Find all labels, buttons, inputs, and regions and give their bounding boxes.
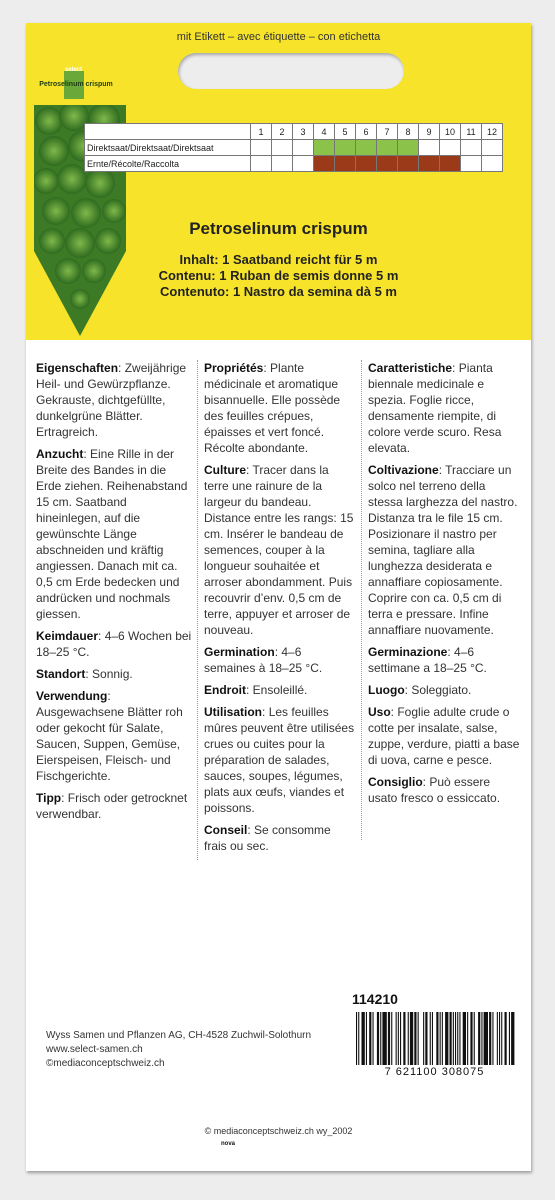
column-divider bbox=[197, 360, 198, 860]
barcode-bar bbox=[410, 1012, 413, 1065]
barcode-bar bbox=[403, 1012, 405, 1065]
calendar-bar-segment bbox=[314, 140, 335, 156]
instruction-section: Endroit: Ensoleillé. bbox=[204, 683, 308, 697]
month-cell: 8 bbox=[398, 124, 419, 140]
select-logo: select bbox=[65, 67, 83, 73]
barcode-bar bbox=[455, 1012, 456, 1065]
instruction-section: Anzucht: Eine Rille in der Breite des Bandes in die Erde ziehen. Reihenabstand 15 cm. Saatband hineinlegen, auf die gewünschte Länge abschneiden und kräftig angiessen. Danach mit ca. 0,5 cm Erde bedecken und andrücken und nochmals giessen. bbox=[36, 447, 188, 621]
instruction-section: Culture: Tracer dans la terre une rainure de la largeur du bandeau. Distance entre les rangs: 15 cm. Insérer le bandeau de semences, couper à la longueur souhaitée et arroser abondamment. Puis recouvrir d’env. 0,5 cm de terre, appuyer et arroser de nouveau. bbox=[204, 463, 354, 637]
calendar-cell bbox=[440, 140, 461, 156]
instruction-section: Verwendung: Ausgewachsene Blätter roh oder gekocht für Salate, Saucen, Suppen, Gemüse, Eierspeisen, Fleisch- und Fischgerichte. bbox=[36, 689, 183, 783]
barcode-bar bbox=[453, 1012, 454, 1065]
etikett-note: mit Etikett – avec étiquette – con etichetta bbox=[176, 31, 381, 43]
barcode-bar bbox=[408, 1012, 409, 1065]
section-heading: Eigenschaften bbox=[36, 361, 119, 375]
calendar-bar-segment bbox=[419, 156, 440, 172]
sowing-calendar bbox=[84, 123, 503, 172]
barcode-bar bbox=[459, 1012, 460, 1065]
yellow-header bbox=[26, 23, 531, 340]
section-text: Sonnig. bbox=[92, 667, 133, 681]
barcode-bar bbox=[499, 1012, 500, 1065]
section-text: Eine Rille in der Breite des Bandes in die Erde ziehen. Reihenabstand 15 cm. Saatband hineinlegen, auf die gewünschte Länge abschneiden und kräftig angiessen. Danach mit ca. 0,5 cm Erde bedecken und andrücken und nochmals giessen. bbox=[36, 447, 188, 621]
section-text: Pianta biennale medicinale e spezia. Foglie ricce, densamente riempite, di colore verde scuro. Resa elevata. bbox=[368, 361, 502, 455]
barcode-bar bbox=[474, 1012, 475, 1065]
section-text: Les feuilles mûres peuvent être utilisées crues ou cuites pour la préparation de salades, sauces, soupes, légumes, plats aux œufs, viandes et poissons. bbox=[204, 705, 355, 815]
calendar-cell bbox=[461, 156, 482, 172]
calendar-cell bbox=[293, 140, 314, 156]
column-italian bbox=[368, 360, 520, 812]
section-text: 4–6 settimane a 18–25 °C. bbox=[368, 645, 487, 675]
barcode-number: 7 621100 308075 bbox=[384, 1066, 485, 1078]
barcode-bar bbox=[396, 1012, 397, 1065]
calendar-cell bbox=[293, 156, 314, 172]
barcode-bar bbox=[373, 1012, 374, 1065]
instruction-section: Standort: Sonnig. bbox=[36, 667, 133, 681]
column-divider bbox=[361, 360, 362, 840]
section-heading: Keimdauer bbox=[36, 629, 99, 643]
barcode-bar bbox=[362, 1012, 365, 1065]
instruction-section: Propriétés: Plante médicinale et aromatique bisannuelle. Elle possède des feuilles crépues, épaisses et vert foncé. Récolte abondante. bbox=[204, 361, 341, 455]
barcode-bar bbox=[497, 1012, 498, 1065]
section-text: Plante médicinale et aromatique bisannuelle. Elle possède des feuilles crépues, épaisses et vert foncé. Récolte abondante. bbox=[204, 361, 341, 455]
calendar-cell bbox=[251, 156, 272, 172]
instruction-section: Luogo: Soleggiato. bbox=[368, 683, 472, 697]
section-heading: Endroit bbox=[204, 683, 246, 697]
address-line: ©mediaconceptschweiz.ch bbox=[46, 1058, 165, 1069]
photo-label: Petroselinum crispum bbox=[39, 81, 113, 88]
barcode-bar bbox=[382, 1012, 386, 1065]
month-cell: 2 bbox=[272, 124, 293, 140]
section-text: 4–6 Wochen bei 18–25 °C. bbox=[36, 629, 192, 659]
month-cell: 6 bbox=[356, 124, 377, 140]
month-cell: 12 bbox=[482, 124, 503, 140]
barcode-bar bbox=[457, 1012, 458, 1065]
calendar-bar-segment bbox=[377, 156, 398, 172]
calendar-row-harvest bbox=[85, 156, 503, 172]
barcode-bar bbox=[398, 1012, 399, 1065]
barcode-bar bbox=[484, 1012, 488, 1065]
calendar-bar-segment bbox=[398, 156, 419, 172]
barcode-bar bbox=[463, 1012, 466, 1065]
section-heading: Uso bbox=[368, 705, 391, 719]
seed-packet bbox=[26, 23, 531, 1171]
calendar-cell bbox=[482, 140, 503, 156]
section-text: Frisch oder getrocknet verwendbar. bbox=[36, 791, 188, 821]
barcode-bar bbox=[481, 1012, 482, 1065]
section-text: Ausgewachsene Blätter roh oder gekocht für Salate, Saucen, Suppen, Gemüse, Eierspeisen, Fleisch- und Fischgerichte. bbox=[36, 705, 183, 783]
barcode-bar bbox=[501, 1012, 502, 1065]
content-info bbox=[26, 252, 531, 300]
calendar-cell bbox=[251, 140, 272, 156]
instruction-section: Caratteristiche: Pianta biennale medicinale e spezia. Foglie ricce, densamente riempite, di colore verde scuro. Resa elevata. bbox=[368, 361, 502, 455]
address-line: Wyss Samen und Pflanzen AG, CH-4528 Zuchwil-Solothurn bbox=[46, 1030, 312, 1041]
barcode-bar bbox=[467, 1012, 468, 1065]
barcode-bar bbox=[436, 1012, 438, 1065]
month-cell: 7 bbox=[377, 124, 398, 140]
section-text: Ensoleillé. bbox=[252, 683, 308, 697]
month-cell: 10 bbox=[440, 124, 461, 140]
month-cell: 11 bbox=[461, 124, 482, 140]
hang-hole bbox=[178, 53, 404, 89]
barcode-bar bbox=[509, 1012, 510, 1065]
product-title: Petroselinum crispum bbox=[189, 219, 368, 238]
column-french bbox=[204, 360, 356, 860]
calendar-cell bbox=[419, 140, 440, 156]
barcode-bar bbox=[388, 1012, 390, 1065]
section-text: Soleggiato. bbox=[411, 683, 472, 697]
section-heading: Standort bbox=[36, 667, 86, 681]
section-heading: Propriétés bbox=[204, 361, 264, 375]
section-heading: Luogo bbox=[368, 683, 405, 697]
instruction-section: Tipp: Frisch oder getrocknet verwendbar. bbox=[36, 791, 188, 821]
address-line: www.select-samen.ch bbox=[46, 1044, 143, 1055]
instruction-section: Germination: 4–6 semaines à 18–25 °C. bbox=[204, 645, 323, 675]
section-text: 4–6 semaines à 18–25 °C. bbox=[204, 645, 323, 675]
column-german bbox=[36, 360, 192, 828]
barcode-bar bbox=[492, 1012, 493, 1065]
section-text: Foglie adulte crude o cotte per insalate, salse, zuppe, verdure, piatti a base di uova, carne e pesce. bbox=[368, 705, 520, 767]
barcode-bar bbox=[377, 1012, 379, 1065]
calendar-header-row bbox=[85, 124, 503, 140]
section-heading: Verwendung bbox=[36, 689, 108, 703]
section-heading: Tipp bbox=[36, 791, 62, 805]
barcode-bar bbox=[505, 1012, 507, 1065]
company-address bbox=[46, 1029, 311, 1071]
calendar-bar-segment bbox=[377, 140, 398, 156]
instruction-section: Coltivazione: Tracciare un solco nel terreno della stessa larghezza del nastro. Distanza tra le file 15 cm. Posizionare il nastro per semina, tagliare alla lunghezza desiderata e annaffiare copiosamente. Coprire con ca. 0,5 cm di terra e pressare. Infine annaffiare nuovamente. bbox=[368, 463, 518, 637]
instruction-section: Eigenschaften: Zweijährige Heil- und Gewürzpflanze. Gekrauste, dichtgefüllte, dunkelgrüne Blätter. Ertragreich. bbox=[36, 361, 187, 439]
footer-copyright: © mediaconceptschweiz.ch wy_2002 bbox=[204, 1126, 353, 1136]
barcode-bar bbox=[445, 1012, 448, 1065]
barcode-bar bbox=[430, 1012, 431, 1065]
section-heading: Germinazione bbox=[368, 645, 448, 659]
calendar-bar-segment bbox=[356, 140, 377, 156]
barcode-bar bbox=[400, 1012, 401, 1065]
month-cell: 1 bbox=[251, 124, 272, 140]
calendar-corner bbox=[85, 124, 251, 140]
barcode-bar bbox=[391, 1012, 392, 1065]
calendar-cell bbox=[461, 140, 482, 156]
section-heading: Utilisation bbox=[204, 705, 263, 719]
barcode-bar bbox=[425, 1012, 427, 1065]
barcode bbox=[352, 1012, 517, 1065]
calendar-cell bbox=[272, 140, 293, 156]
section-heading: Caratteristiche bbox=[368, 361, 453, 375]
section-heading: Culture bbox=[204, 463, 246, 477]
month-cell: 9 bbox=[419, 124, 440, 140]
instruction-section: Utilisation: Les feuilles mûres peuvent être utilisées crues ou cuites pour la préparation de salades, sauces, soupes, légumes, plats aux œufs, viandes et poissons. bbox=[204, 705, 355, 815]
content-line-de: Inhalt: 1 Saatband reicht für 5 m bbox=[179, 252, 378, 267]
month-cell: 4 bbox=[314, 124, 335, 140]
calendar-bar-segment bbox=[398, 140, 419, 156]
article-number: 114210 bbox=[352, 991, 398, 1007]
barcode-bar bbox=[442, 1012, 443, 1065]
calendar-row-sowing bbox=[85, 140, 503, 156]
barcode-bar bbox=[358, 1012, 359, 1065]
calendar-bar-segment bbox=[335, 156, 356, 172]
barcode-bar bbox=[418, 1012, 419, 1065]
calendar-bar-segment bbox=[335, 140, 356, 156]
section-heading: Germination bbox=[204, 645, 275, 659]
section-text: Può essere usato fresco o essiccato. bbox=[368, 775, 501, 805]
instruction-section: Conseil: Se consomme frais ou sec. bbox=[204, 823, 331, 853]
barcode-bar bbox=[369, 1012, 371, 1065]
calendar-cell bbox=[272, 156, 293, 172]
nova-logo: nova bbox=[221, 1141, 236, 1147]
month-cell: 5 bbox=[335, 124, 356, 140]
calendar-cell bbox=[482, 156, 503, 172]
instruction-section: Keimdauer: 4–6 Wochen bei 18–25 °C. bbox=[36, 629, 192, 659]
calendar-bar-segment bbox=[356, 156, 377, 172]
section-heading: Conseil bbox=[204, 823, 248, 837]
barcode-bar bbox=[450, 1012, 452, 1065]
barcode-bar bbox=[414, 1012, 416, 1065]
barcode-bar bbox=[432, 1012, 433, 1065]
instruction-section: Uso: Foglie adulte crude o cotte per insalate, salse, zuppe, verdure, piatti a base di uova, carne e pesce. bbox=[368, 705, 520, 767]
calendar-row-label: Ernte/Récolte/Raccolta bbox=[85, 156, 251, 172]
month-cell: 3 bbox=[293, 124, 314, 140]
instruction-section: Germinazione: 4–6 settimane a 18–25 °C. bbox=[368, 645, 487, 675]
barcode-bar bbox=[356, 1012, 357, 1065]
section-text: Tracer dans la terre une rainure de la largeur du bandeau. Distance entre les rangs: 15 cm. Insérer le bandeau de semences, couper à la longueur souhaitée et arroser abondamment. Puis recouvrir d’env. 0,5 cm de terre, appuyer et arroser de nouveau. bbox=[204, 463, 354, 637]
content-line-it: Contenuto: 1 Nastro da semina dà 5 m bbox=[160, 284, 397, 299]
section-heading: Anzucht bbox=[36, 447, 84, 461]
barcode-bar bbox=[489, 1012, 491, 1065]
calendar-bar-segment bbox=[314, 156, 335, 172]
barcode-bar bbox=[478, 1012, 480, 1065]
instruction-section: Consiglio: Può essere usato fresco o essiccato. bbox=[368, 775, 501, 805]
barcode-bar bbox=[440, 1012, 441, 1065]
barcode-bar bbox=[511, 1012, 514, 1065]
content-line-fr: Contenu: 1 Ruban de semis donne 5 m bbox=[158, 268, 399, 283]
barcode-bar bbox=[470, 1012, 472, 1065]
section-text: Zweijährige Heil- und Gewürzpflanze. Gekrauste, dichtgefüllte, dunkelgrüne Blätter. Ertragreich. bbox=[36, 361, 187, 439]
section-text: Se consomme frais ou sec. bbox=[204, 823, 331, 853]
calendar-bar-segment bbox=[440, 156, 461, 172]
section-heading: Consiglio bbox=[368, 775, 423, 789]
section-heading: Coltivazione bbox=[368, 463, 439, 477]
instructions bbox=[26, 360, 531, 860]
barcode-bar bbox=[366, 1012, 367, 1065]
barcode-bar bbox=[423, 1012, 424, 1065]
calendar-row-label: Direktsaat/Direktsaat/Direktsaat bbox=[85, 140, 251, 156]
section-text: Tracciare un solco nel terreno della stessa larghezza del nastro. Distanza tra le file 15 cm. Posizionare il nastro per semina, tagliare alla lunghezza desiderata e annaffiare copiosamente. Coprire con ca. 0,5 cm di terra e pressare. Infine annaffiare nuovamente. bbox=[368, 463, 518, 637]
barcode-bar bbox=[380, 1012, 381, 1065]
